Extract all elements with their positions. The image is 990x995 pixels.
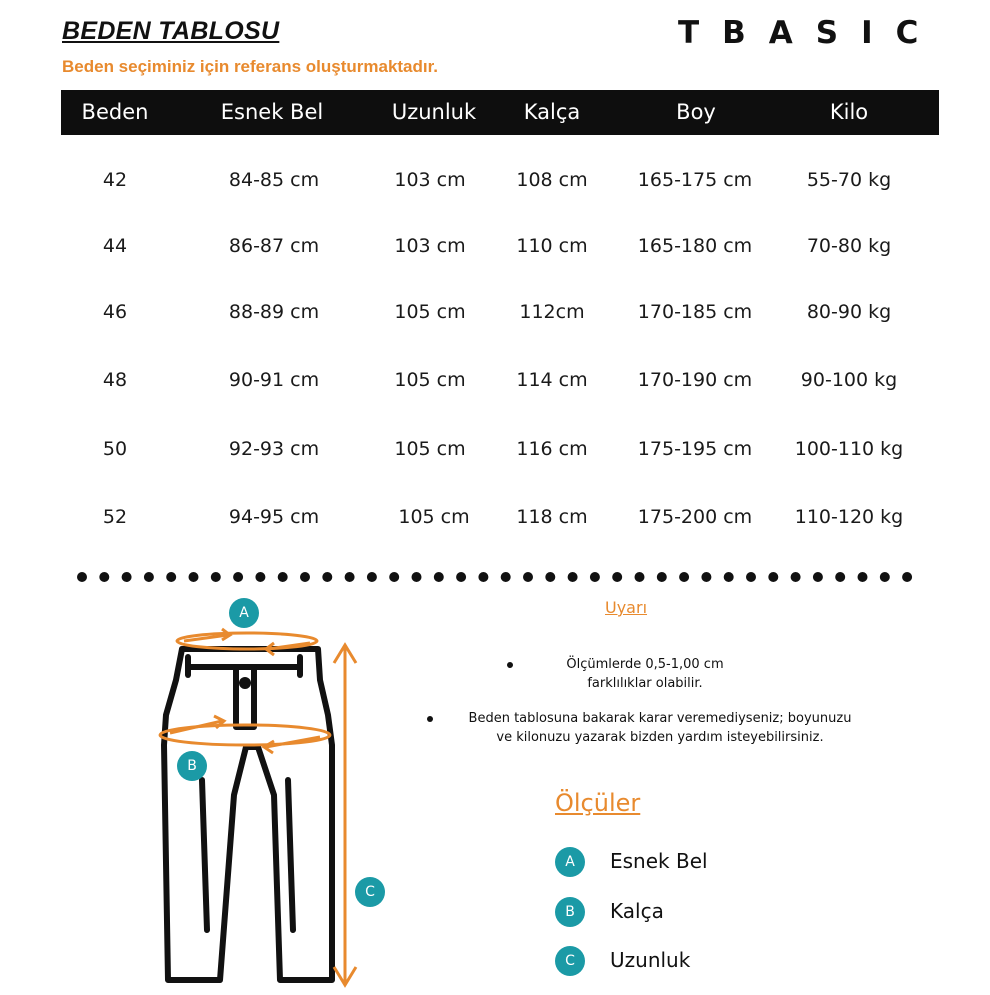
warning-note-1-line-2: farklılıklar olabilir. <box>587 676 703 691</box>
column-header-kalca: Kalça <box>523 100 581 124</box>
cell-boy: 175-195 cm <box>637 438 753 460</box>
dotted-divider <box>77 570 917 584</box>
cell-kilo: 100-110 kg <box>794 438 904 460</box>
cell-boy: 165-180 cm <box>637 235 753 257</box>
cell-boy: 165-175 cm <box>637 169 753 191</box>
cell-uzunluk: 103 cm <box>394 169 466 191</box>
cell-kalca: 114 cm <box>516 369 588 391</box>
column-header-kilo: Kilo <box>829 100 869 124</box>
cell-beden: 50 <box>102 438 128 460</box>
cell-beden: 46 <box>102 301 128 323</box>
cell-beden: 52 <box>102 506 128 528</box>
brand-logo: TBASIC <box>678 15 942 51</box>
cell-kilo: 70-80 kg <box>806 235 892 257</box>
cell-beden: 42 <box>102 169 128 191</box>
cell-kilo: 80-90 kg <box>806 301 892 323</box>
cell-esnek-bel: 84-85 cm <box>228 169 320 191</box>
measurements-title: Ölçüler <box>555 789 641 817</box>
divider-dot <box>545 572 555 582</box>
table-row <box>61 500 939 540</box>
divider-dot <box>434 572 444 582</box>
cell-kalca: 116 cm <box>516 438 588 460</box>
table-row <box>61 432 939 472</box>
length-arrow <box>334 645 356 985</box>
legend-badge-a: A <box>555 847 585 877</box>
divider-dot <box>99 572 109 582</box>
divider-dot <box>746 572 756 582</box>
cell-boy: 170-190 cm <box>637 369 753 391</box>
divider-dot <box>701 572 711 582</box>
divider-dot <box>724 572 734 582</box>
table-row <box>61 295 939 335</box>
divider-dot <box>322 572 332 582</box>
cell-uzunluk: 105 cm <box>398 506 470 528</box>
bullet <box>427 716 433 722</box>
divider-dot <box>791 572 801 582</box>
divider-dot <box>612 572 622 582</box>
cell-esnek-bel: 86-87 cm <box>228 235 320 257</box>
cell-esnek-bel: 88-89 cm <box>228 301 320 323</box>
divider-dot <box>255 572 265 582</box>
cell-kalca: 110 cm <box>516 235 588 257</box>
bullet <box>507 662 513 668</box>
badge-c: C <box>355 877 385 907</box>
cell-kilo: 110-120 kg <box>794 506 904 528</box>
cell-esnek-bel: 94-95 cm <box>228 506 320 528</box>
divider-dot <box>523 572 533 582</box>
column-header-beden: Beden <box>81 100 149 124</box>
cell-kilo: 90-100 kg <box>800 369 898 391</box>
cell-boy: 175-200 cm <box>637 506 753 528</box>
divider-dot <box>233 572 243 582</box>
divider-dot <box>835 572 845 582</box>
divider-dot <box>211 572 221 582</box>
badge-a: A <box>229 598 259 628</box>
trousers-icon <box>164 649 332 980</box>
badge-b: B <box>177 751 207 781</box>
divider-dot <box>189 572 199 582</box>
table-row <box>61 363 939 403</box>
page-subtitle: Beden seçiminiz için referans oluşturmaktadır. <box>62 57 439 76</box>
divider-dot <box>166 572 176 582</box>
divider-dot <box>501 572 511 582</box>
divider-dot <box>367 572 377 582</box>
table-header-row <box>61 90 939 135</box>
table-row <box>61 229 939 269</box>
divider-dot <box>412 572 422 582</box>
cell-kalca: 112cm <box>519 301 585 323</box>
warning-note-2 <box>450 711 870 745</box>
warning-note-2-line-2: ve kilonuzu yazarak bizden yardım isteyebilirsiniz. <box>496 730 824 745</box>
divider-dot <box>768 572 778 582</box>
divider-dot <box>635 572 645 582</box>
cell-kilo: 55-70 kg <box>806 169 892 191</box>
warning-note-1 <box>545 657 745 691</box>
table-row <box>61 163 939 203</box>
warning-note-1-line-1: Ölçümlerde 0,5-1,00 cm <box>566 657 724 672</box>
column-header-uzunluk: Uzunluk <box>391 100 477 124</box>
cell-esnek-bel: 92-93 cm <box>228 438 320 460</box>
legend-badge-b: B <box>555 897 585 927</box>
divider-dot <box>77 572 87 582</box>
cell-uzunluk: 105 cm <box>394 301 466 323</box>
divider-dot <box>144 572 154 582</box>
divider-dot <box>679 572 689 582</box>
cell-beden: 44 <box>102 235 128 257</box>
divider-dot <box>300 572 310 582</box>
size-table <box>61 90 939 528</box>
cell-esnek-bel: 90-91 cm <box>228 369 320 391</box>
divider-dot <box>880 572 890 582</box>
column-header-esnek-bel: Esnek Bel <box>220 100 324 124</box>
divider-dot <box>478 572 488 582</box>
cell-beden: 48 <box>102 369 128 391</box>
divider-dot <box>345 572 355 582</box>
cell-kalca: 108 cm <box>516 169 588 191</box>
divider-dot <box>389 572 399 582</box>
cell-uzunluk: 105 cm <box>394 369 466 391</box>
divider-dot <box>858 572 868 582</box>
divider-dot <box>568 572 578 582</box>
legend-label: Kalça <box>610 899 664 923</box>
cell-uzunluk: 105 cm <box>394 438 466 460</box>
divider-dot <box>278 572 288 582</box>
trousers-illustration <box>150 595 410 995</box>
divider-dot <box>657 572 667 582</box>
legend-label: Uzunluk <box>610 948 691 972</box>
divider-dot <box>122 572 132 582</box>
legend-label: Esnek Bel <box>610 849 708 873</box>
cell-kalca: 118 cm <box>516 506 588 528</box>
cell-uzunluk: 103 cm <box>394 235 466 257</box>
cell-boy: 170-185 cm <box>637 301 753 323</box>
legend-badge-c: C <box>555 946 585 976</box>
warning-title: Uyarı <box>605 598 648 617</box>
divider-dot <box>590 572 600 582</box>
warning-note-2-line-1: Beden tablosuna bakarak karar veremediyseniz; boyunuzu <box>468 711 852 726</box>
divider-dot <box>813 572 823 582</box>
page-title: BEDEN TABLOSU <box>62 17 280 45</box>
divider-dot <box>456 572 466 582</box>
column-header-boy: Boy <box>676 100 716 124</box>
divider-dot <box>902 572 912 582</box>
